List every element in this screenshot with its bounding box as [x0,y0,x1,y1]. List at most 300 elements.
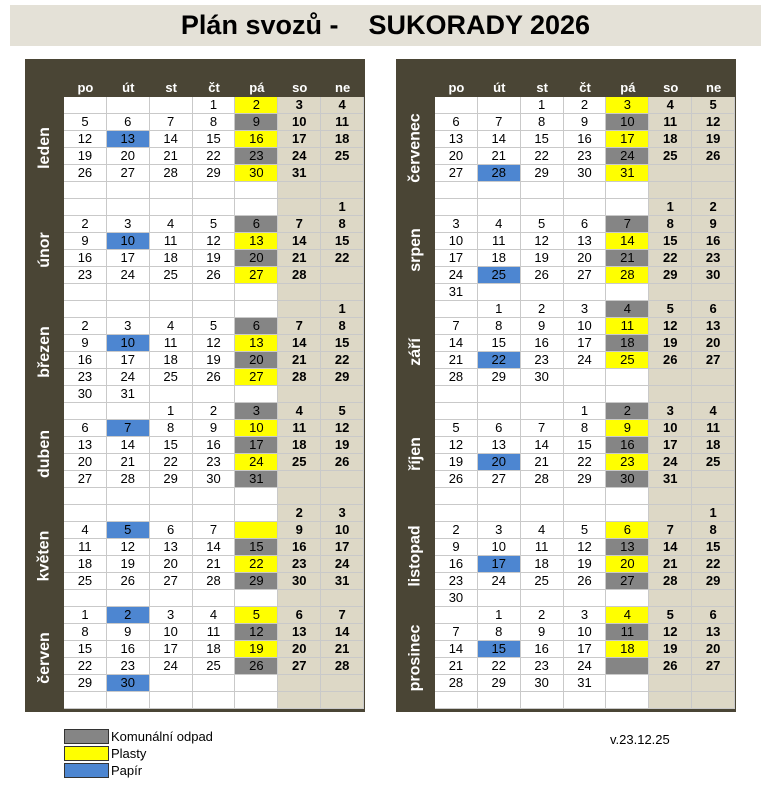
day-cell [193,505,236,522]
day-cell: 2 [278,505,321,522]
weekday-út: út [122,80,135,95]
day-cell [692,692,735,709]
day-cell: 20 [150,556,193,573]
month-label [396,403,435,505]
day-cell: 25 [278,454,321,471]
day-cell: 16 [521,641,564,658]
day-cell: 17 [321,539,364,556]
day-cell: 27 [150,573,193,590]
week-row [64,573,364,590]
day-cell: 20 [692,641,735,658]
day-cell: 2 [606,403,649,420]
week-row [64,437,364,454]
day-cell: 16 [606,437,649,454]
day-cell: 27 [278,658,321,675]
week-row [64,386,364,403]
day-cell: 18 [193,641,236,658]
day-cell: 10 [649,420,692,437]
day-cell: 21 [193,556,236,573]
day-cell: 21 [107,454,150,471]
week-row [64,590,364,607]
day-cell: 7 [150,114,193,131]
legend [64,728,213,779]
day-cell: 19 [435,454,478,471]
day-cell [649,284,692,301]
day-cell: 1 [649,199,692,216]
day-cell [606,182,649,199]
day-cell [606,284,649,301]
day-cell [435,488,478,505]
day-cell: 6 [564,216,607,233]
month-listopad [435,505,735,607]
day-cell: 27 [692,352,735,369]
day-cell: 9 [521,624,564,641]
month-říjen [435,403,735,505]
day-cell: 9 [64,233,107,250]
day-cell: 20 [435,148,478,165]
month-label [396,505,435,607]
day-cell [107,97,150,114]
day-cell: 15 [692,539,735,556]
day-cell: 27 [107,165,150,182]
day-cell: 26 [435,471,478,488]
day-cell: 20 [64,454,107,471]
week-row [435,114,735,131]
day-cell: 25 [692,454,735,471]
day-cell [564,505,607,522]
day-cell [692,386,735,403]
day-cell: 18 [521,556,564,573]
day-cell: 23 [521,352,564,369]
day-cell: 20 [235,352,278,369]
day-cell: 9 [107,624,150,641]
day-cell: 3 [107,216,150,233]
day-cell: 19 [564,556,607,573]
day-cell [564,182,607,199]
day-cell: 16 [435,556,478,573]
day-cell [235,386,278,403]
day-cell: 2 [193,403,236,420]
day-cell [649,692,692,709]
day-cell: 28 [435,369,478,386]
day-cell [435,403,478,420]
week-row [64,182,364,199]
day-cell: 8 [478,318,521,335]
week-row [435,233,735,250]
day-cell: 5 [107,522,150,539]
week-row [435,165,735,182]
day-cell: 18 [64,556,107,573]
day-cell: 13 [235,335,278,352]
day-cell [107,505,150,522]
day-cell: 10 [435,233,478,250]
day-cell: 10 [150,624,193,641]
day-cell [521,182,564,199]
day-cell: 15 [321,233,364,250]
day-cell: 28 [107,471,150,488]
day-cell [278,182,321,199]
day-cell: 14 [278,233,321,250]
day-cell: 9 [235,114,278,131]
day-cell: 5 [193,318,236,335]
day-cell: 17 [235,437,278,454]
day-cell: 28 [193,573,236,590]
day-cell: 30 [64,386,107,403]
day-cell: 26 [649,658,692,675]
month-name: únor [35,232,53,268]
weekday-ne: ne [335,80,351,95]
day-cell: 13 [564,233,607,250]
day-cell: 3 [278,97,321,114]
day-cell: 17 [150,641,193,658]
day-cell: 12 [692,114,735,131]
day-cell: 23 [64,267,107,284]
day-cell: 7 [193,522,236,539]
week-row [435,250,735,267]
month-label [396,607,435,709]
day-cell: 2 [107,607,150,624]
month-srpen [435,199,735,301]
day-cell: 5 [64,114,107,131]
day-cell [64,301,107,318]
day-cell: 16 [521,335,564,352]
day-cell: 10 [107,233,150,250]
day-cell: 14 [478,131,521,148]
day-cell: 4 [692,403,735,420]
day-cell: 24 [606,148,649,165]
day-cell: 20 [278,641,321,658]
day-cell: 12 [321,420,364,437]
day-cell [150,182,193,199]
day-cell: 8 [193,114,236,131]
week-row [64,301,364,318]
day-cell: 24 [564,352,607,369]
week-row [64,165,364,182]
day-cell: 15 [649,233,692,250]
day-cell [235,675,278,692]
day-cell: 24 [564,658,607,675]
day-cell: 27 [235,267,278,284]
month-květen [64,505,364,607]
day-cell: 8 [150,420,193,437]
day-cell: 16 [235,131,278,148]
day-cell: 18 [321,131,364,148]
day-cell: 22 [521,148,564,165]
week-row [435,216,735,233]
calendar-panel-left [25,59,365,712]
day-cell: 1 [692,505,735,522]
day-cell: 18 [606,641,649,658]
week-row [64,488,364,505]
day-cell: 9 [278,522,321,539]
day-cell: 3 [435,216,478,233]
weekday-út: út [493,80,506,95]
day-cell: 24 [435,267,478,284]
day-cell: 29 [235,573,278,590]
month-label [25,301,64,403]
weekday-st: st [536,80,548,95]
day-cell: 1 [478,301,521,318]
day-cell: 15 [478,335,521,352]
day-cell: 24 [321,556,364,573]
month-name: červenec [406,113,424,183]
week-row [435,539,735,556]
day-cell: 24 [235,454,278,471]
day-cell [606,369,649,386]
day-cell: 12 [193,233,236,250]
day-cell [564,199,607,216]
day-cell [649,675,692,692]
month-name: říjen [406,437,424,471]
day-cell [321,590,364,607]
day-cell: 21 [278,352,321,369]
month-name: duben [35,430,53,478]
day-cell: 30 [564,165,607,182]
day-cell: 8 [692,522,735,539]
day-cell: 3 [150,607,193,624]
day-cell [692,165,735,182]
month-únor [64,199,364,301]
day-cell: 7 [521,420,564,437]
week-row [435,131,735,148]
day-cell: 14 [521,437,564,454]
day-cell: 15 [193,131,236,148]
day-cell [564,284,607,301]
day-cell [521,386,564,403]
day-cell: 8 [321,318,364,335]
month-březen [64,301,364,403]
day-cell [478,505,521,522]
day-cell: 2 [564,97,607,114]
day-cell: 22 [321,352,364,369]
week-row [64,352,364,369]
day-cell: 25 [150,267,193,284]
day-cell [193,182,236,199]
week-row [64,607,364,624]
week-row [435,556,735,573]
day-cell [193,675,236,692]
day-cell: 21 [521,454,564,471]
week-row [435,148,735,165]
day-cell: 29 [692,573,735,590]
day-cell: 22 [692,556,735,573]
day-cell [278,471,321,488]
day-cell: 14 [606,233,649,250]
day-cell: 23 [692,250,735,267]
day-cell: 28 [606,267,649,284]
day-cell [235,488,278,505]
day-cell [564,590,607,607]
legend-swatch [64,729,109,744]
day-cell: 19 [235,641,278,658]
day-cell: 6 [150,522,193,539]
day-cell: 11 [64,539,107,556]
day-cell: 4 [606,607,649,624]
day-cell: 23 [193,454,236,471]
day-cell [435,182,478,199]
day-cell [478,590,521,607]
day-cell: 15 [321,335,364,352]
day-cell: 30 [235,165,278,182]
day-cell: 26 [235,658,278,675]
day-cell [692,488,735,505]
day-cell [321,182,364,199]
day-cell [107,590,150,607]
day-cell [193,488,236,505]
week-row [64,97,364,114]
week-row [64,454,364,471]
week-row [64,267,364,284]
day-cell: 29 [150,471,193,488]
weekday-pá: pá [249,80,265,95]
legend-item-plasty [64,745,213,762]
day-cell: 6 [435,114,478,131]
month-name: prosinec [406,624,424,692]
day-cell [478,284,521,301]
day-cell [564,488,607,505]
week-row [435,454,735,471]
day-cell: 30 [521,369,564,386]
day-cell: 28 [278,267,321,284]
day-cell: 25 [321,148,364,165]
day-cell: 10 [606,114,649,131]
day-cell [692,369,735,386]
day-cell: 30 [692,267,735,284]
day-cell: 8 [478,624,521,641]
day-cell [278,692,321,709]
day-cell [478,403,521,420]
day-cell: 9 [606,420,649,437]
day-cell: 6 [64,420,107,437]
day-cell: 14 [649,539,692,556]
day-cell: 12 [107,539,150,556]
day-cell: 7 [321,607,364,624]
day-cell: 14 [107,437,150,454]
day-cell [435,505,478,522]
day-cell: 31 [278,165,321,182]
day-cell: 25 [150,369,193,386]
day-cell: 4 [649,97,692,114]
day-cell [107,403,150,420]
day-cell: 2 [521,301,564,318]
week-row [64,471,364,488]
day-cell: 23 [64,369,107,386]
day-cell [435,692,478,709]
day-cell: 20 [564,250,607,267]
day-cell: 27 [478,471,521,488]
day-cell [107,284,150,301]
day-cell: 1 [321,199,364,216]
day-cell: 6 [478,420,521,437]
day-cell: 21 [150,148,193,165]
week-row [64,369,364,386]
day-cell: 29 [478,369,521,386]
day-cell: 2 [64,216,107,233]
day-cell: 15 [235,539,278,556]
day-cell: 13 [692,624,735,641]
day-cell: 26 [193,369,236,386]
day-cell: 16 [564,131,607,148]
day-cell: 1 [478,607,521,624]
day-cell [321,267,364,284]
week-row [64,505,364,522]
month-label [25,505,64,607]
day-cell: 28 [649,573,692,590]
day-cell: 4 [150,216,193,233]
day-cell [193,386,236,403]
day-cell [435,97,478,114]
month-label [396,301,435,403]
day-cell: 15 [64,641,107,658]
day-cell [278,590,321,607]
day-cell [235,590,278,607]
day-cell: 22 [150,454,193,471]
day-cell: 4 [521,522,564,539]
day-cell: 9 [564,114,607,131]
day-cell: 6 [692,607,735,624]
day-cell: 11 [649,114,692,131]
day-cell [435,386,478,403]
week-row [435,301,735,318]
legend-swatch [64,763,109,778]
week-row [64,250,364,267]
month-label [25,403,64,505]
day-cell: 27 [235,369,278,386]
week-row [435,692,735,709]
day-cell: 21 [649,556,692,573]
day-cell [649,386,692,403]
day-cell [235,522,278,539]
day-cell: 22 [478,352,521,369]
day-cell: 3 [606,97,649,114]
day-cell [64,505,107,522]
day-cell [321,284,364,301]
legend-label: Papír [111,763,143,778]
day-cell: 5 [521,216,564,233]
day-cell [278,386,321,403]
day-cell: 29 [521,165,564,182]
month-label [396,199,435,301]
day-cell [150,199,193,216]
day-cell: 4 [478,216,521,233]
week-row [435,335,735,352]
week-row [64,284,364,301]
day-cell: 8 [321,216,364,233]
day-cell: 4 [193,607,236,624]
week-row [435,641,735,658]
month-leden [64,97,364,199]
month-label [25,97,64,199]
day-cell: 9 [64,335,107,352]
day-cell: 26 [107,573,150,590]
month-name: listopad [406,525,424,587]
day-cell: 18 [692,437,735,454]
version-label: v.23.12.25 [610,732,670,747]
day-cell: 1 [321,301,364,318]
month-name: září [406,338,424,366]
day-cell: 21 [321,641,364,658]
day-cell [64,692,107,709]
day-cell [649,488,692,505]
day-cell [278,488,321,505]
day-cell [521,488,564,505]
month-červenec [435,97,735,199]
week-row [435,403,735,420]
day-cell: 11 [150,335,193,352]
day-cell: 2 [235,97,278,114]
day-cell [321,692,364,709]
month-prosinec [435,607,735,709]
